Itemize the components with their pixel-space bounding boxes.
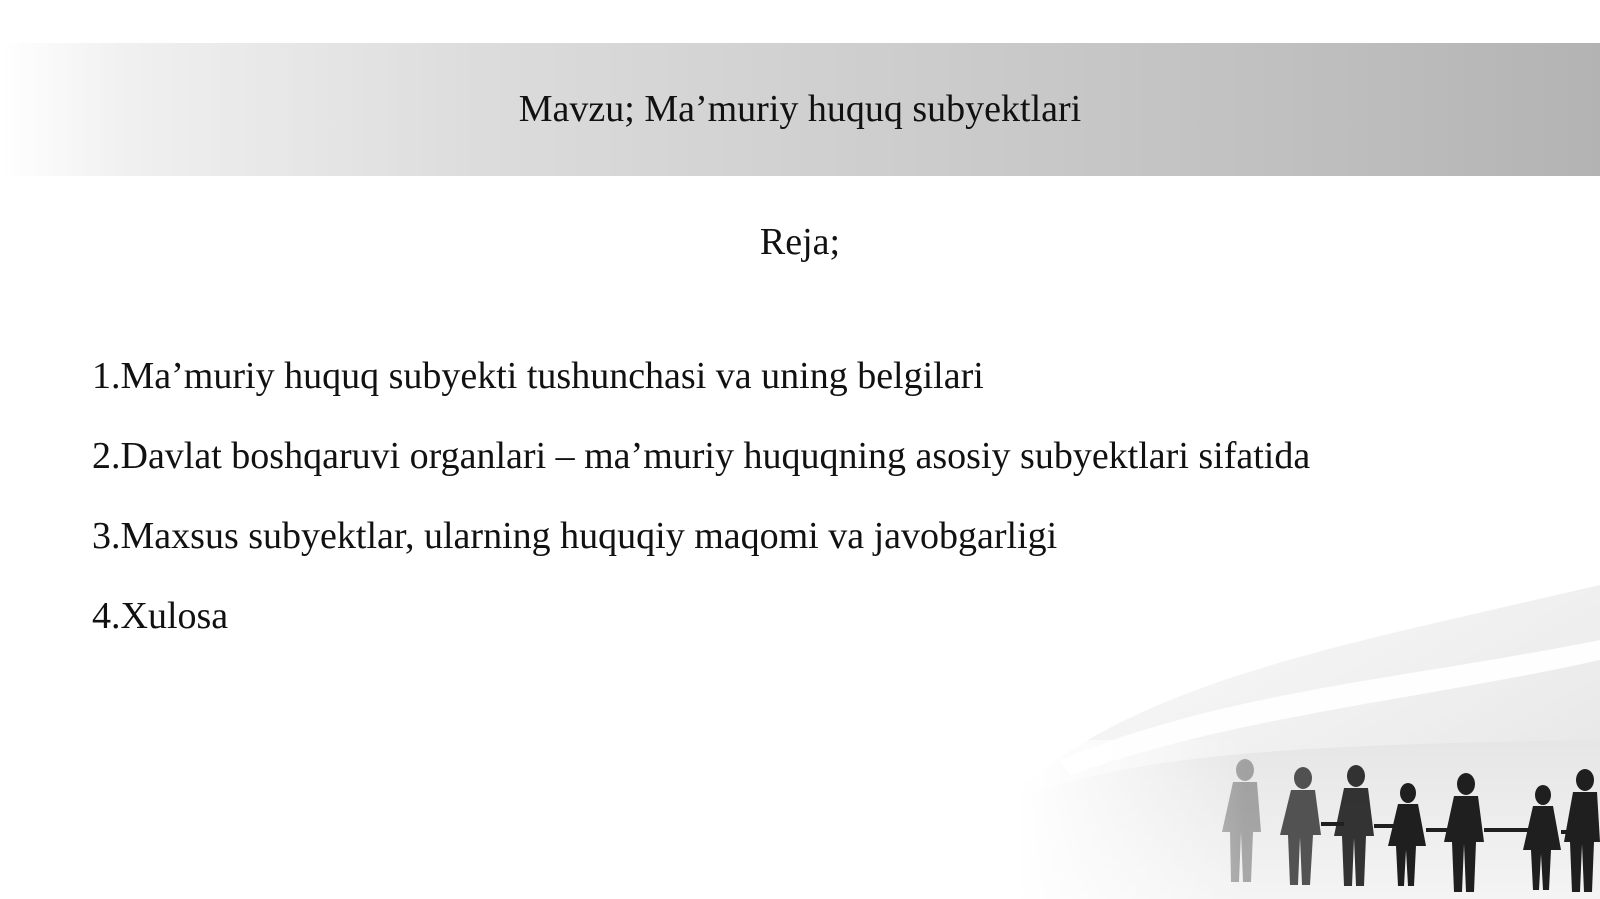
image-fade (1015, 740, 1245, 899)
plan-item-3: 3.Maxsus subyektlar, ularning huquqiy maqomi va javobgarligi (92, 515, 1058, 557)
plan-item-2: 2.Davlat boshqaruvi organlari – ma’muriy huquqning asosiy subyektlari sifatida (92, 435, 1311, 477)
slide-title: Mavzu; Ma’muriy huquq subyektlari (518, 88, 1082, 130)
plan-heading: Reja; (759, 221, 841, 263)
plan-item-4: 4.Xulosa (92, 595, 229, 637)
plan-item-1: 1.Ma’muriy huquq subyekti tushunchasi va uning belgilari (92, 355, 984, 397)
